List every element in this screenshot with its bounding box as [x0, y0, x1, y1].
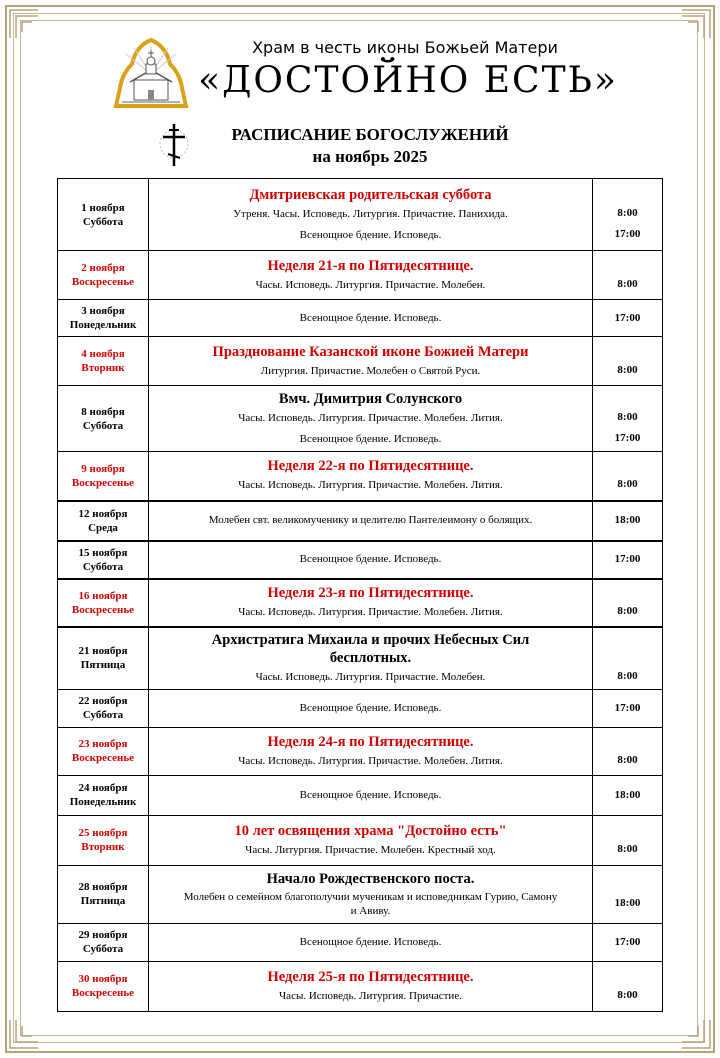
weekday-label: Воскресенье [71, 476, 135, 489]
schedule-heading [210, 124, 530, 168]
schedule-month: на ноябрь 2025 [312, 147, 428, 166]
date-cell [58, 815, 149, 865]
service-line: Литургия. Причастие. Молебен о Святой Руси. [260, 364, 481, 377]
date-cell [58, 923, 149, 961]
weekday-label: Суббота [82, 215, 124, 228]
services-cell [149, 579, 593, 627]
service-time: 18:00 [614, 788, 641, 801]
services-cell [149, 501, 593, 541]
corner-ornament-icon [678, 1016, 712, 1050]
feast-title: Дмитриевская родительская суббота [249, 186, 492, 203]
date-cell [58, 251, 149, 300]
date-cell [58, 386, 149, 452]
temple-name: «ДОСТОЙНО ЕСТЬ» [198, 60, 618, 101]
services-cell [149, 251, 593, 300]
service-line: Всенощное бдение. Исповедь. [299, 228, 442, 241]
date-cell [58, 541, 149, 579]
service-time: 8:00 [617, 410, 638, 423]
time-cell [593, 923, 663, 961]
date-label: 23 ноября [78, 738, 128, 750]
time-cell [593, 727, 663, 775]
service-line: Всенощное бдение. Исповедь. [299, 935, 442, 948]
service-line: Часы. Исповедь. Литургия. Причастие. Молебен. [255, 670, 486, 683]
weekday-label: Воскресенье [71, 752, 135, 764]
date-cell [58, 179, 149, 251]
service-time: 8:00 [617, 669, 638, 682]
services-cell [149, 775, 593, 815]
schedule-row [58, 689, 663, 727]
service-line: Часы. Исповедь. Литургия. Причастие. Молебен. Лития. [238, 411, 503, 424]
date-cell [58, 961, 149, 1011]
feast-title: Неделя 23-я по Пятидесятнице. [267, 585, 474, 601]
schedule-row [58, 961, 663, 1011]
time-cell [593, 251, 663, 300]
service-time: 18:00 [614, 897, 641, 909]
date-cell [58, 579, 149, 627]
service-time: 18:00 [614, 514, 641, 526]
date-label: 4 ноября [81, 348, 125, 360]
services-cell [149, 627, 593, 690]
service-time: 8:00 [617, 478, 638, 491]
service-time: 8:00 [617, 988, 638, 1001]
service-time: 17:00 [614, 935, 641, 948]
date-label: 24 ноября [78, 782, 128, 794]
service-line: Молебен о семейном благополучии мученикам и исповедникам Гурию, Самону и Авиву. [183, 891, 558, 917]
weekday-label: Пятница [80, 895, 126, 907]
service-line: Всенощное бдение. Исповедь. [299, 788, 442, 801]
services-cell [149, 923, 593, 961]
weekday-label: Воскресенье [71, 276, 135, 288]
services-cell [149, 300, 593, 337]
date-label: 8 ноября [81, 405, 125, 418]
services-cell [149, 865, 593, 923]
service-time: 8:00 [617, 842, 638, 855]
service-line: Всенощное бдение. Исповедь. [299, 701, 442, 714]
schedule-row [58, 179, 663, 251]
date-label: 2 ноября [81, 262, 125, 274]
service-time: 17:00 [614, 431, 641, 444]
services-cell [149, 386, 593, 452]
service-line: Часы. Литургия. Причастие. Молебен. Крестный ход. [245, 843, 496, 856]
service-time: 8:00 [617, 277, 638, 290]
services-cell [149, 815, 593, 865]
date-cell [58, 337, 149, 386]
feast-title: 10 лет освящения храма "Достойно есть" [234, 822, 507, 839]
date-cell [58, 627, 149, 690]
time-cell [593, 300, 663, 337]
service-line: Всенощное бдение. Исповедь. [299, 553, 442, 565]
date-cell [58, 727, 149, 775]
schedule-row [58, 501, 663, 541]
weekday-label: Суббота [82, 419, 124, 432]
service-line: Часы. Исповедь. Литургия. Причастие. Молебен. Лития. [238, 479, 503, 492]
services-cell [149, 452, 593, 501]
time-cell [593, 865, 663, 923]
date-cell [58, 865, 149, 923]
date-label: 3 ноября [81, 305, 125, 317]
schedule-row [58, 579, 663, 627]
date-label: 22 ноября [78, 695, 128, 707]
schedule-row [58, 815, 663, 865]
service-time: 8:00 [617, 753, 638, 766]
time-cell [593, 452, 663, 501]
feast-title: Празднование Казанской иконе Божией Матери [212, 343, 529, 360]
feast-title: Неделя 24-я по Пятидесятнице. [267, 733, 474, 750]
services-cell [149, 727, 593, 775]
feast-title: Архистратига Михаила и прочих Небесных Сил бесплотных. [211, 631, 530, 666]
date-cell [58, 300, 149, 337]
services-cell [149, 689, 593, 727]
weekday-label: Воскресенье [71, 987, 135, 999]
date-cell [58, 775, 149, 815]
feast-title: Начало Рождественского поста. [266, 871, 475, 887]
schedule-row [58, 452, 663, 501]
feast-title: Неделя 21-я по Пятидесятнице. [267, 257, 474, 274]
service-line: Молебен свт. великомученику и целителю Пантелеимону о болящих. [208, 514, 533, 526]
services-cell [149, 541, 593, 579]
services-cell [149, 337, 593, 386]
date-label: 25 ноября [78, 827, 128, 839]
weekday-label: Суббота [82, 560, 124, 573]
date-label: 9 ноября [81, 462, 125, 475]
feast-title: Вмч. Димитрия Солунского [278, 390, 463, 407]
feast-title: Неделя 25-я по Пятидесятнице. [267, 968, 474, 985]
orthodox-cross-icon [158, 122, 190, 168]
services-cell [149, 961, 593, 1011]
feast-title: Неделя 22-я по Пятидесятнице. [267, 458, 474, 475]
services-cell [149, 179, 593, 251]
schedule-row [58, 923, 663, 961]
time-cell [593, 337, 663, 386]
schedule-row [58, 541, 663, 579]
date-cell [58, 452, 149, 501]
corner-ornament-icon [8, 1016, 42, 1050]
service-line: Всенощное бдение. Исповедь. [299, 311, 442, 324]
corner-ornament-icon [678, 8, 712, 42]
service-line: Утреня. Часы. Исповедь. Литургия. Причастие. Панихида. [233, 207, 508, 220]
date-label: 15 ноября [78, 546, 128, 559]
date-label: 12 ноября [78, 507, 128, 520]
weekday-label: Пятница [80, 659, 126, 671]
corner-ornament-icon [8, 8, 42, 42]
service-time: 17:00 [614, 553, 641, 565]
temple-dedication: Храм в честь иконы Божьей Матери [252, 38, 558, 57]
date-cell [58, 689, 149, 727]
service-line: Часы. Исповедь. Литургия. Причастие. [279, 989, 462, 1002]
schedule-row [58, 300, 663, 337]
service-line: Часы. Исповедь. Литургия. Причастие. Молебен. Лития. [238, 606, 503, 618]
weekday-label: Понедельник [69, 319, 137, 331]
time-cell [593, 501, 663, 541]
date-label: 29 ноября [78, 929, 128, 941]
time-cell [593, 579, 663, 627]
schedule-row [58, 627, 663, 690]
schedule-title: РАСПИСАНИЕ БОГОСЛУЖЕНИЙ [231, 125, 509, 144]
schedule-row [58, 775, 663, 815]
date-label: 30 ноября [78, 973, 128, 985]
time-cell [593, 961, 663, 1011]
schedule-row [58, 251, 663, 300]
date-label: 1 ноября [81, 201, 125, 214]
service-time: 8:00 [617, 605, 638, 617]
weekday-label: Воскресенье [71, 603, 135, 616]
service-time: 17:00 [614, 701, 641, 714]
service-line: Часы. Исповедь. Литургия. Причастие. Молебен. Лития. [238, 754, 503, 767]
service-time: 8:00 [617, 206, 638, 219]
date-label: 28 ноября [78, 881, 128, 893]
schedule-table [57, 178, 663, 1012]
service-line: Всенощное бдение. Исповедь. [299, 432, 442, 445]
service-time: 17:00 [614, 311, 641, 324]
date-label: 21 ноября [78, 645, 128, 657]
time-cell [593, 627, 663, 690]
weekday-label: Вторник [81, 362, 125, 374]
service-time: 8:00 [617, 363, 638, 376]
weekday-label: Среда [88, 521, 118, 534]
date-cell [58, 501, 149, 541]
schedule-row [58, 865, 663, 923]
church-bell-logo-icon [106, 34, 196, 108]
service-time: 17:00 [614, 227, 641, 240]
schedule-row [58, 386, 663, 452]
time-cell [593, 386, 663, 452]
schedule-row [58, 337, 663, 386]
date-label: 16 ноября [78, 589, 128, 602]
weekday-label: Суббота [82, 943, 124, 955]
weekday-label: Понедельник [69, 796, 137, 808]
weekday-label: Суббота [82, 709, 124, 721]
weekday-label: Вторник [81, 841, 125, 853]
time-cell [593, 775, 663, 815]
schedule-row [58, 727, 663, 775]
service-line: Часы. Исповедь. Литургия. Причастие. Молебен. [255, 278, 486, 291]
time-cell [593, 541, 663, 579]
time-cell [593, 815, 663, 865]
time-cell [593, 179, 663, 251]
time-cell [593, 689, 663, 727]
